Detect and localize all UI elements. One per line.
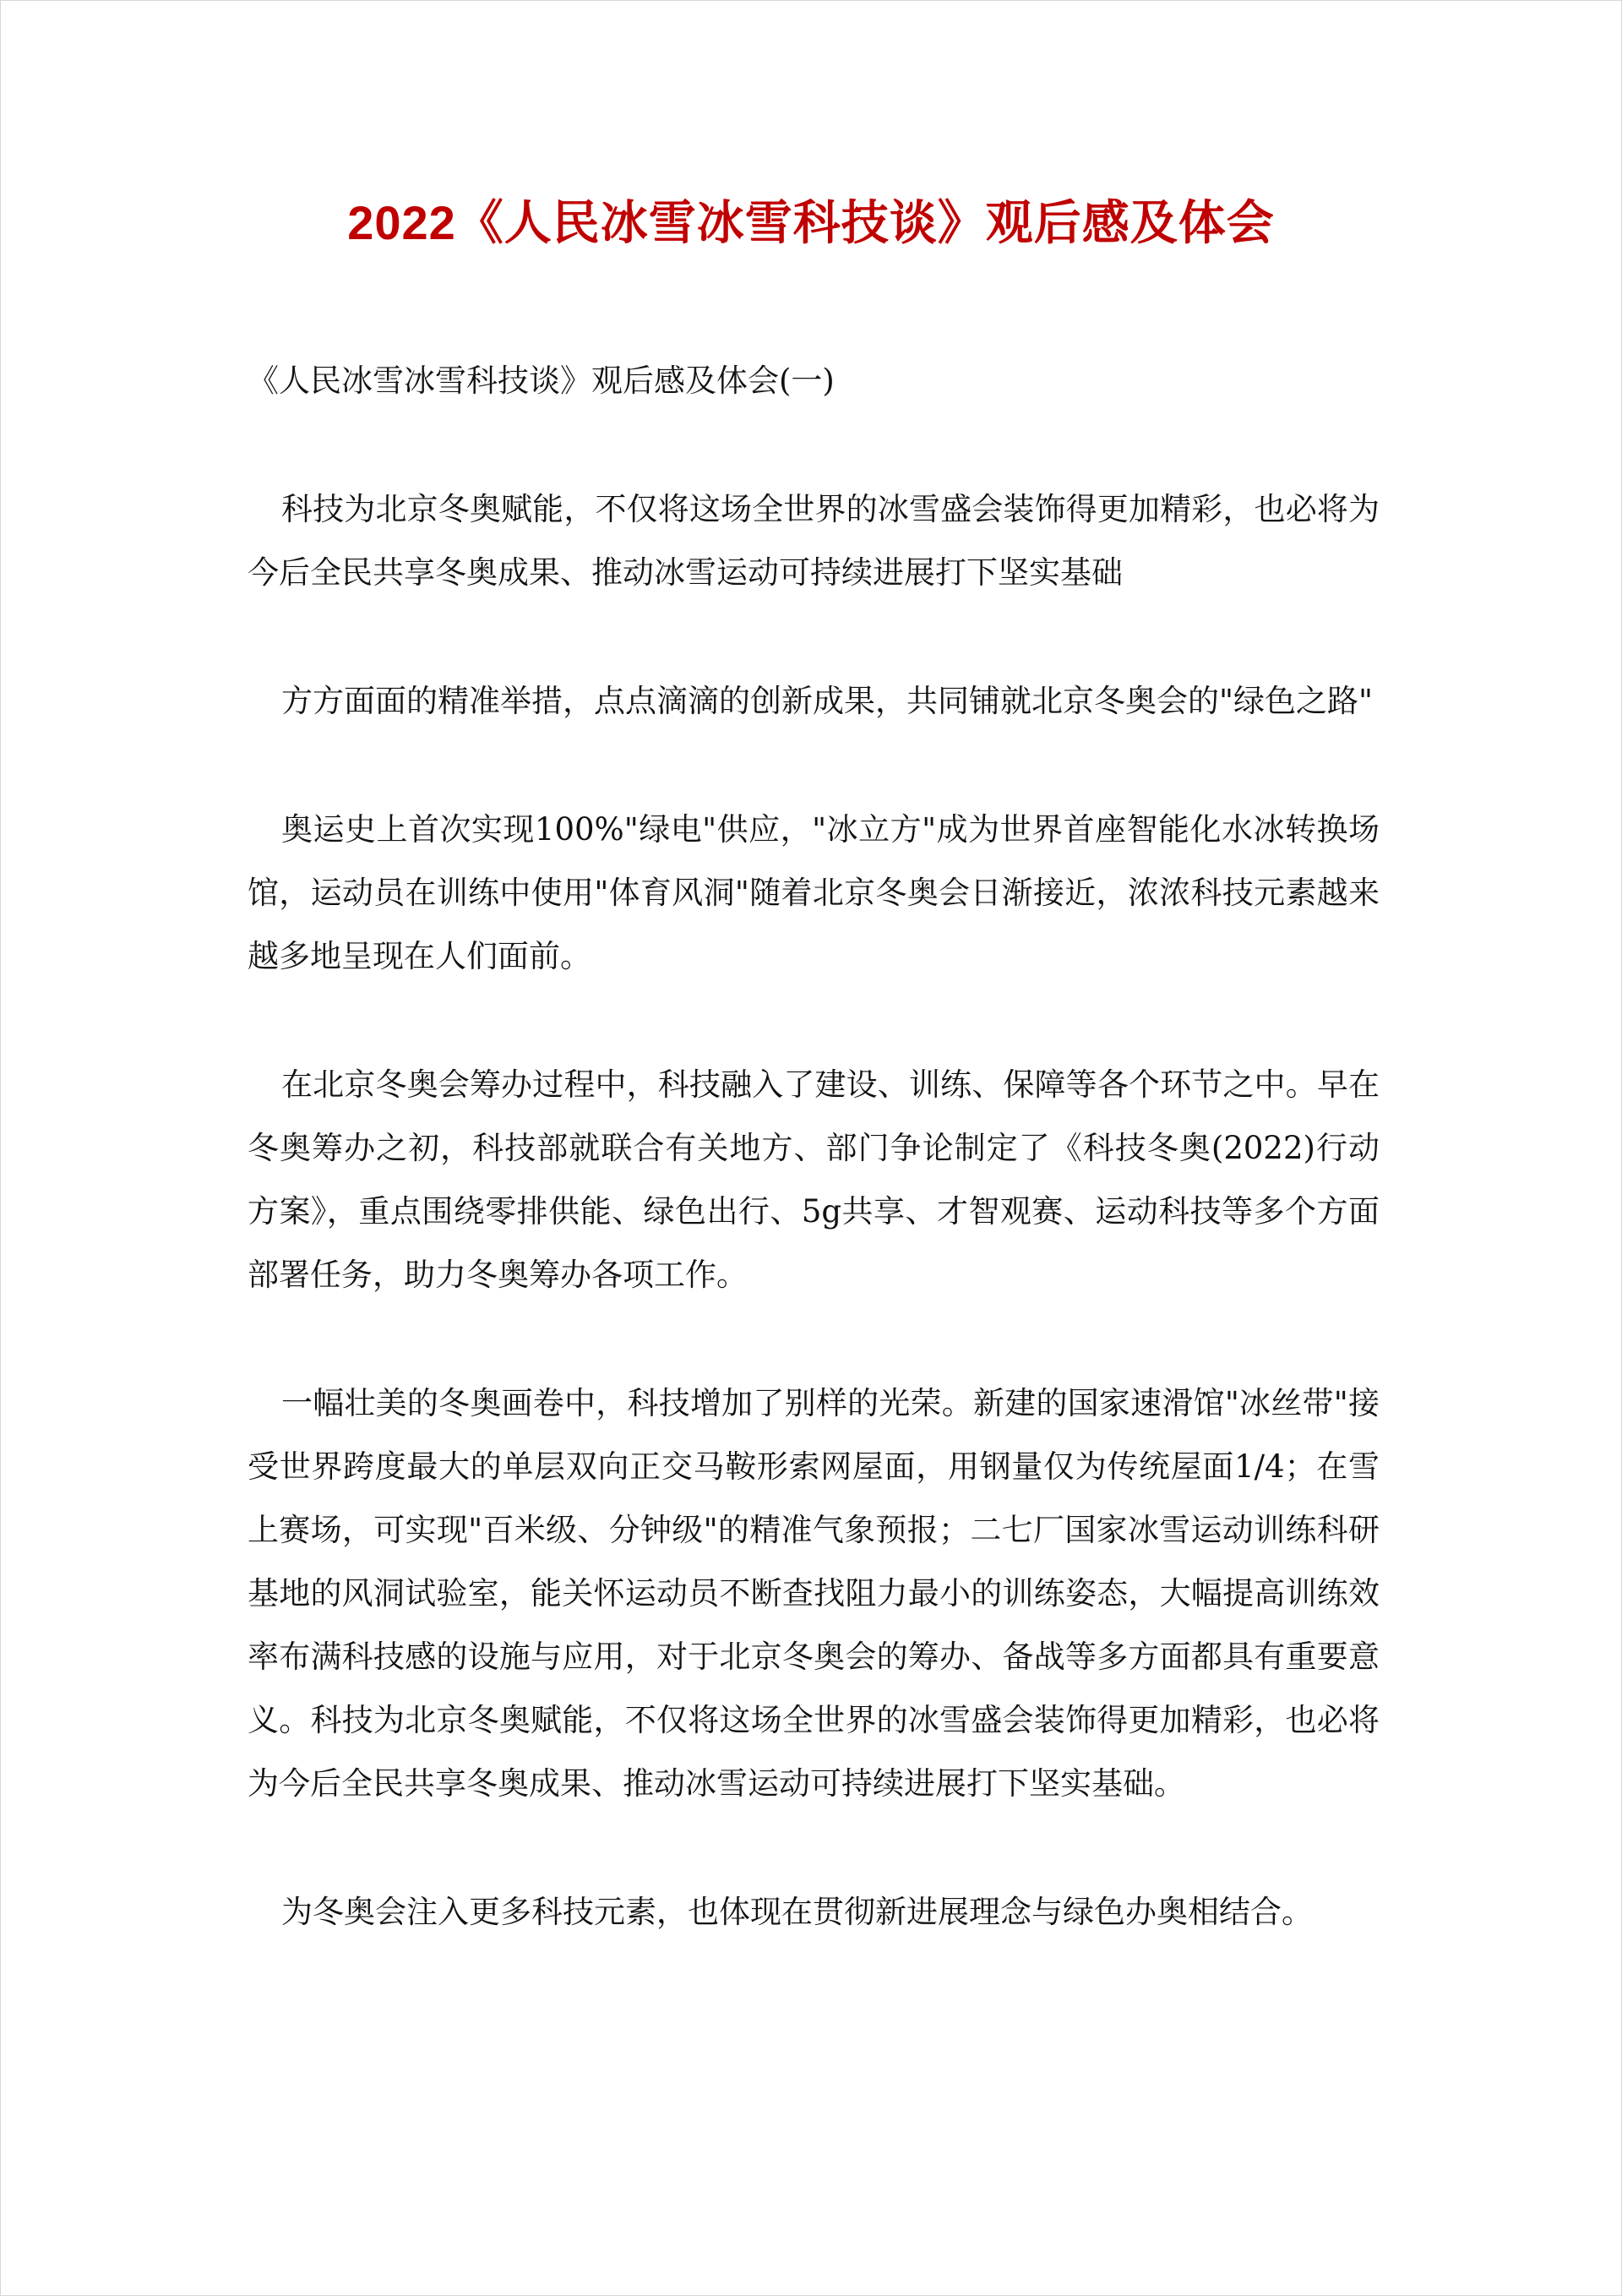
document-title: 2022《人民冰雪冰雪科技谈》观后感及体会 — [347, 196, 1275, 249]
document-body — [248, 349, 1380, 2009]
section-subtitle: 《人民冰雪冰雪科技谈》观后感及体会(一) — [248, 363, 835, 399]
paragraph-1: 科技为北京冬奥赋能，不仅将这场全世界的冰雪盛会装饰得更加精彩，也必将为今后全民共享冬奥成果、推动冰雪运动可持续进展打下坚实基础 — [248, 491, 1380, 591]
paragraph-4: 在北京冬奥会筹办过程中，科技融入了建设、训练、保障等各个环节之中。早在冬奥筹办之初，科技部就联合有关地方、部门争论制定了《科技冬奥(2022)行动方案》，重点围绕零排供能、绿色出行、5g共享、才智观赛、运动科技等多个方面部署任务，助力冬奥筹办各项工作。 — [248, 1066, 1380, 1293]
paragraph-5: 一幅壮美的冬奥画卷中，科技增加了别样的光荣。新建的国家速滑馆"冰丝带"接受世界跨度最大的单层双向正交马鞍形索网屋面，用钢量仅为传统屋面1/4；在雪上赛场，可实现"百米级、分钟级"的精准气象预报；二七厂国家冰雪运动训练科研基地的风洞试验室，能关怀运动员不断查找阻力最小的训练姿态，大幅提高训练效率布满科技感的设施与应用，对于北京冬奥会的筹办、备战等多方面都具有重要意义。科技为北京冬奥赋能，不仅将这场全世界的冰雪盛会装饰得更加精彩，也必将为今后全民共享冬奥成果、推动冰雪运动可持续进展打下坚实基础。 — [248, 1385, 1380, 1802]
paragraph-6: 为冬奥会注入更多科技元素，也体现在贯彻新进展理念与绿色办奥相结合。 — [281, 1894, 1313, 1930]
paragraph-3: 奥运史上首次实现100%"绿电"供应，"冰立方"成为世界首座智能化水冰转换场馆，运动员在训练中使用"体育风洞"随着北京冬奥会日渐接近，浓浓科技元素越来越多地呈现在人们面前。 — [248, 811, 1380, 974]
paragraph-2: 方方面面的精准举措，点点滴滴的创新成果，共同铺就北京冬奥会的"绿色之路" — [281, 683, 1374, 719]
